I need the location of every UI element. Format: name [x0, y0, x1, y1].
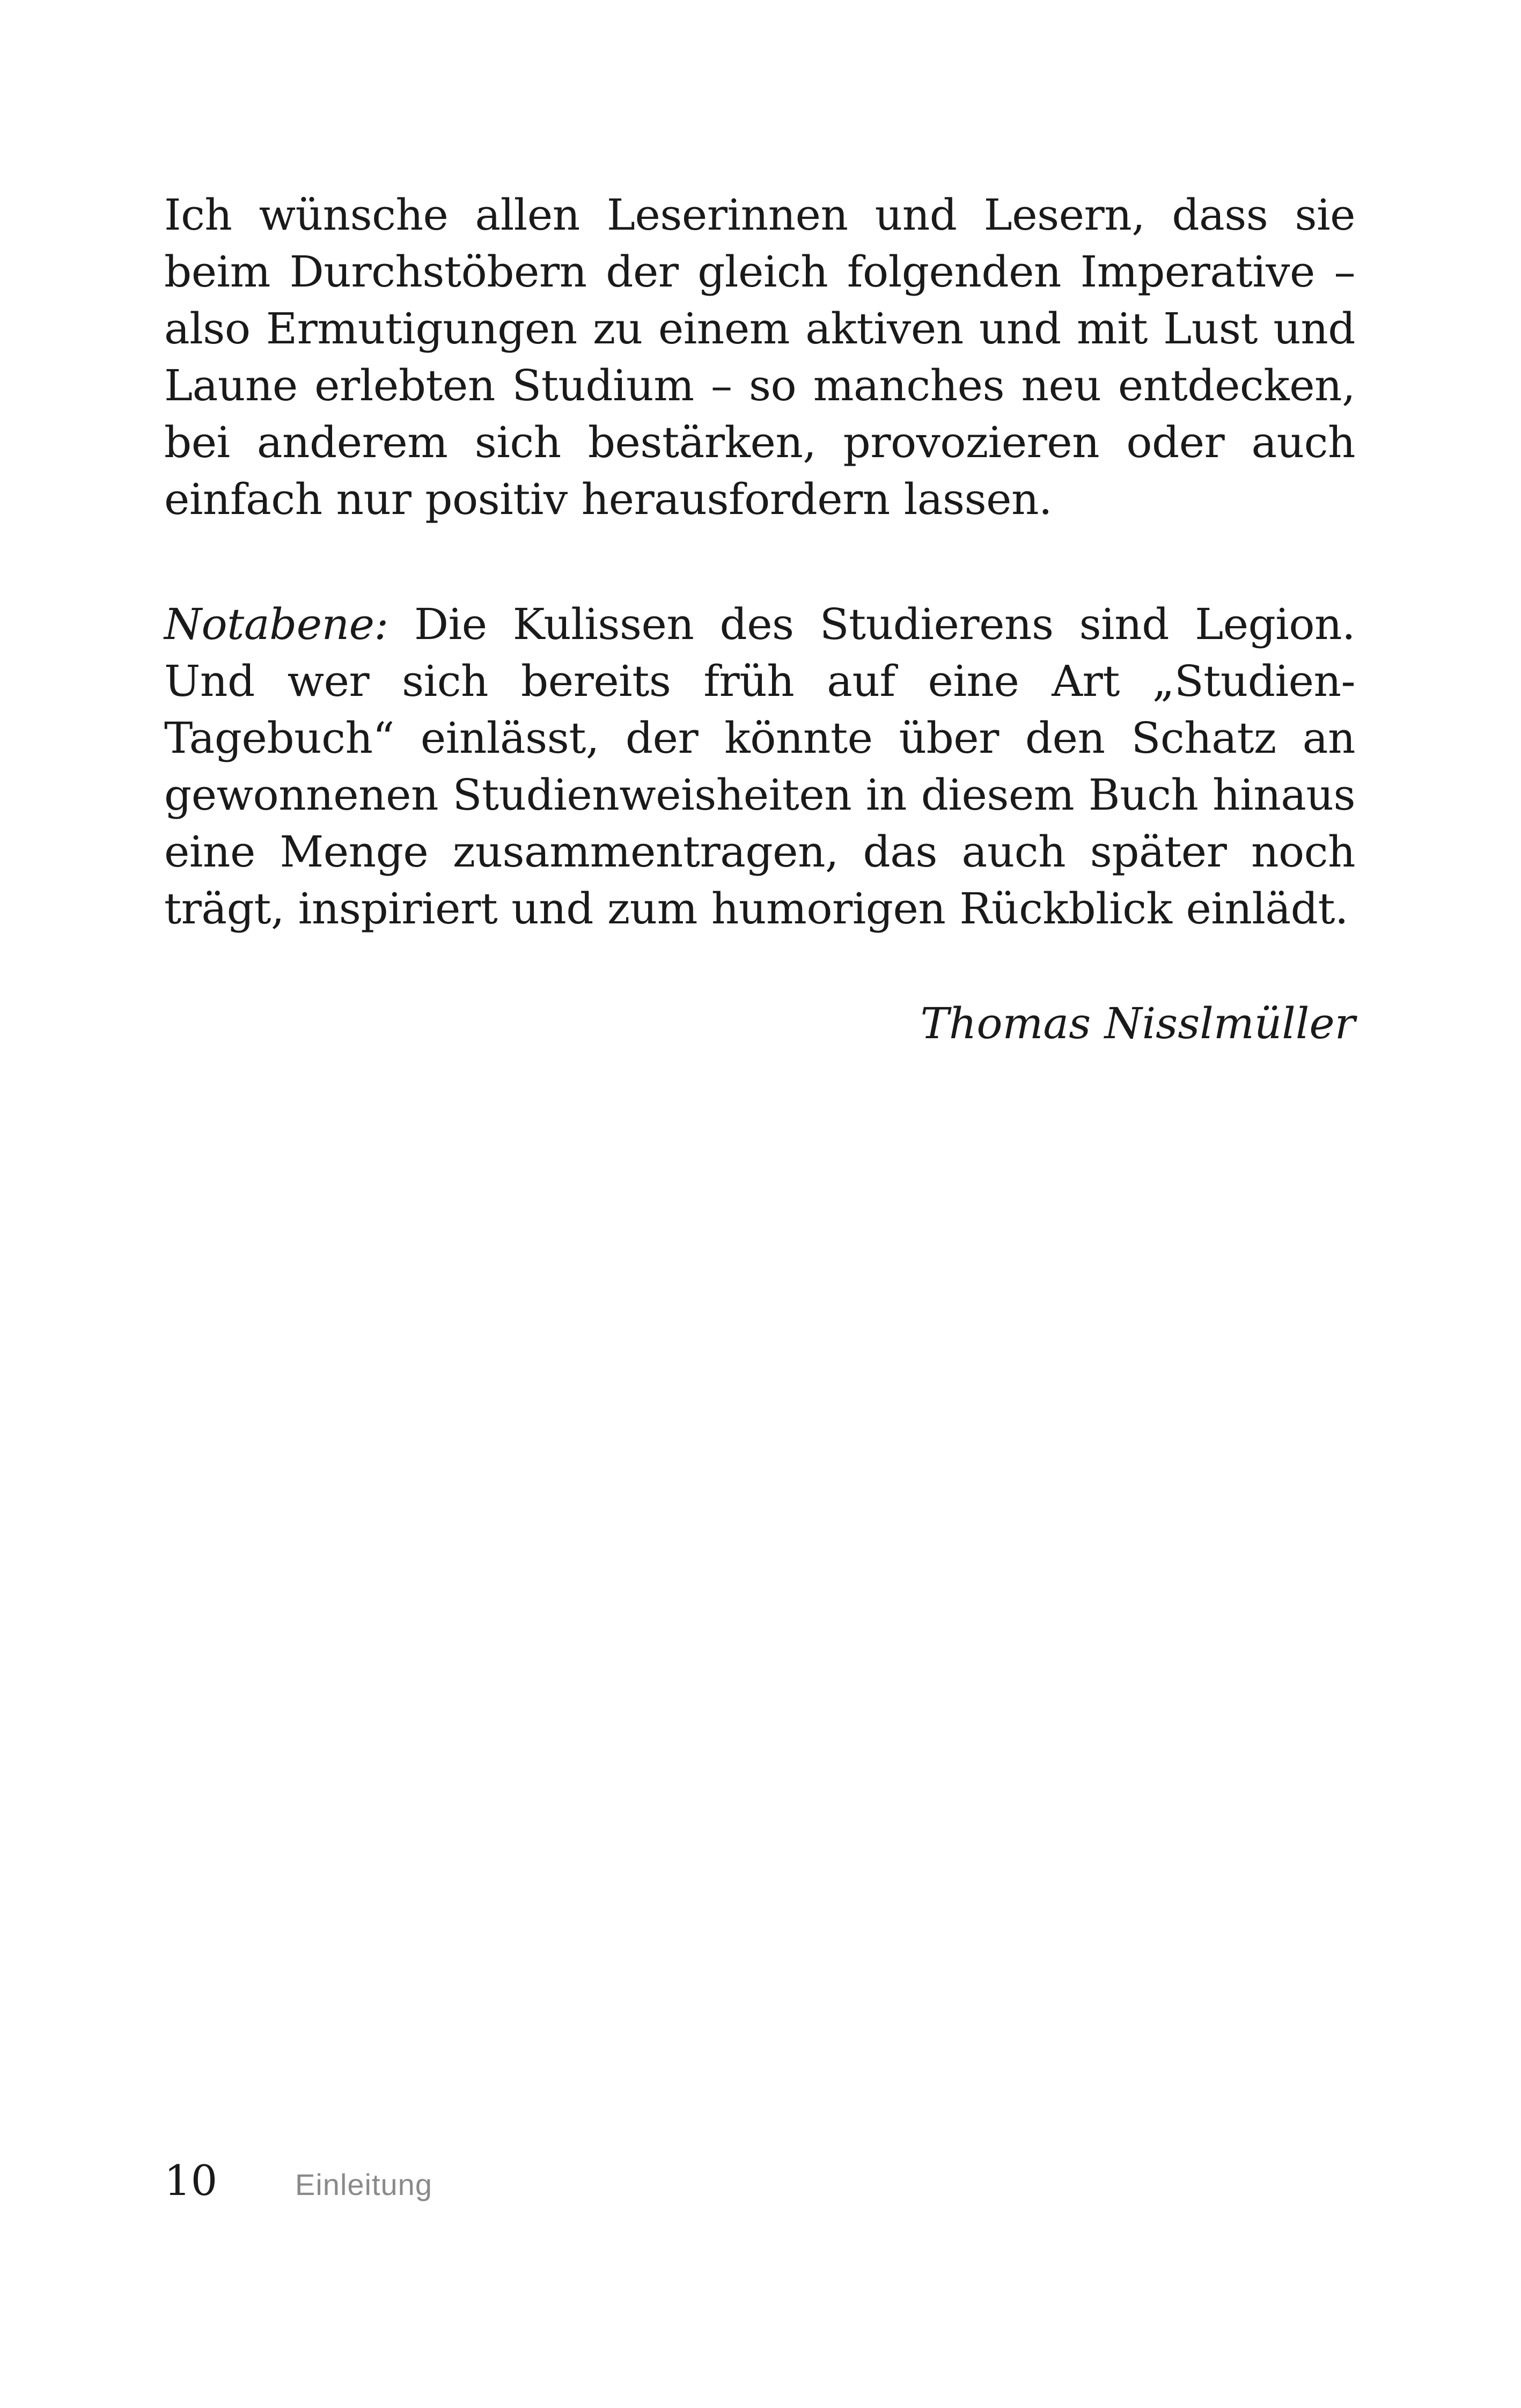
author-signature: Thomas Nisslmüller — [920, 999, 1355, 1048]
body-paragraph-1: Ich wünsche allen Leserinnen und Lesern, dass sie beim Durchstöbern der gleich folgenden Imperative – also Ermutigungen zu einem aktiven und mit Lust und Laune erlebten Studium – so manches neu entdecken, bei anderem sich bestärken, provozieren oder auch einfach nur positiv herausfordern lassen. — [164, 190, 1355, 524]
running-head: Einleitung — [295, 2168, 432, 2201]
page-number: 10 — [164, 2157, 218, 2205]
body-paragraph-2 — [164, 596, 1355, 937]
body-paragraph-2-text: Die Kulissen des Studierens sind Legion. Und wer sich bereits früh auf eine Art „Studien-Tagebuch“ einlässt, der könnte über den Schatz an gewonnenen Studienweisheiten in diesem Buch hinaus eine Menge zusammentragen, das auch später noch trägt, inspiriert und zum humorigen Rückblick einlädt. — [164, 599, 1355, 934]
page-footer — [164, 2157, 432, 2216]
notabene-lead-in: Notabene: — [164, 599, 388, 649]
